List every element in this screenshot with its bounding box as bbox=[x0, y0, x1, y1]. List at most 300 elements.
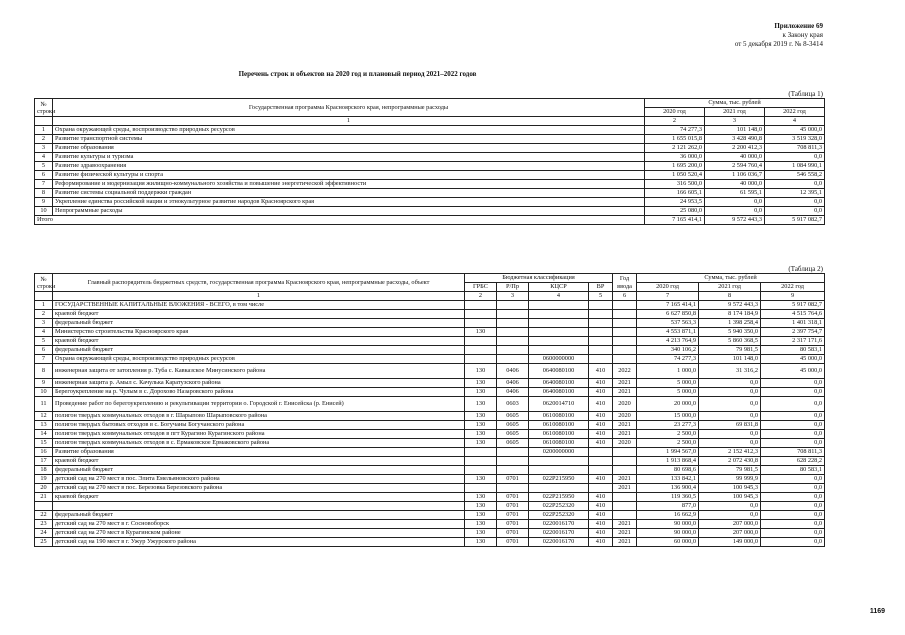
amount-2022: 0,0 bbox=[761, 397, 825, 412]
program-name: Развитие здравоохранения bbox=[53, 162, 645, 171]
row-number: 21 bbox=[35, 493, 53, 502]
t2-index-blank bbox=[35, 292, 53, 301]
amount-2021: 1 398 258,4 bbox=[699, 319, 761, 328]
object-name: полигон твердых коммунальных отходов в с. Ермаковское Ермаковского района bbox=[53, 439, 465, 448]
section-code: 0701 bbox=[497, 502, 529, 511]
table2-label: (Таблица 2) bbox=[788, 265, 823, 273]
commissioning-year: 2021 bbox=[613, 520, 637, 529]
row-number: 22 bbox=[35, 511, 53, 520]
amount-2020: 74 277,3 bbox=[645, 126, 705, 135]
kcsr-code: 0220016170 bbox=[529, 520, 589, 529]
row-number: 5 bbox=[35, 337, 53, 346]
table-row bbox=[35, 466, 825, 475]
amount-2022: 0,0 bbox=[761, 421, 825, 430]
amount-2020: 877,0 bbox=[637, 502, 699, 511]
table-programs bbox=[34, 98, 825, 225]
vr-code: 410 bbox=[589, 439, 613, 448]
vr-code bbox=[589, 448, 613, 457]
t1-index: 1 bbox=[53, 117, 645, 126]
object-name: федеральный бюджет bbox=[53, 346, 465, 355]
vr-code: 410 bbox=[589, 397, 613, 412]
amount-2021: 79 981,5 bbox=[699, 346, 761, 355]
amount-2020: 1 655 015,8 bbox=[645, 135, 705, 144]
kcsr-code: 0610080100 bbox=[529, 412, 589, 421]
amount-2021: 2 152 412,3 bbox=[699, 448, 761, 457]
object-name: инженерная защита от затопления р. Туба с. Кавказское Минусинского района bbox=[53, 364, 465, 379]
section-code bbox=[497, 319, 529, 328]
amount-2022: 0,0 bbox=[761, 388, 825, 397]
amount-2020: 2 500,0 bbox=[637, 439, 699, 448]
amount-2021: 207 000,0 bbox=[699, 520, 761, 529]
grbs-code: 130 bbox=[465, 412, 497, 421]
row-number: 15 bbox=[35, 439, 53, 448]
amount-2021: 0,0 bbox=[699, 511, 761, 520]
amount-2020: 1 913 868,4 bbox=[637, 457, 699, 466]
amount-2022: 80 583,1 bbox=[761, 466, 825, 475]
commissioning-year bbox=[613, 355, 637, 364]
amount-2021: 8 174 184,9 bbox=[699, 310, 761, 319]
commissioning-year: 2021 bbox=[613, 529, 637, 538]
commissioning-year bbox=[613, 511, 637, 520]
row-number: 13 bbox=[35, 421, 53, 430]
t2-index: 5 bbox=[589, 292, 613, 301]
section-code bbox=[497, 301, 529, 310]
row-number: 17 bbox=[35, 457, 53, 466]
amount-2021: 2 200 412,3 bbox=[705, 144, 765, 153]
amount-2022: 45 000,0 bbox=[761, 364, 825, 379]
vr-code: 410 bbox=[589, 364, 613, 379]
amount-2021: 61 595,1 bbox=[705, 189, 765, 198]
kcsr-code bbox=[529, 346, 589, 355]
table-row bbox=[35, 502, 825, 511]
object-name: Проведение работ по берегоукреплению и рекультивации территории о. Городской г. Енисейска (р. Енисей) bbox=[53, 397, 465, 412]
commissioning-year: 2021 bbox=[613, 379, 637, 388]
kcsr-code: 022P252320 bbox=[529, 502, 589, 511]
document-title: Перечень строк и объектов на 2020 год и плановый период 2021–2022 годов bbox=[238, 70, 477, 78]
kcsr-code bbox=[529, 310, 589, 319]
object-name: краевой бюджет bbox=[53, 310, 465, 319]
section-code: 0603 bbox=[497, 397, 529, 412]
amount-2020: 136 900,4 bbox=[637, 484, 699, 493]
t2-header-y3: 2022 год bbox=[761, 283, 825, 292]
total-2020: 7 165 414,1 bbox=[645, 216, 705, 225]
amount-2022: 0,0 bbox=[761, 439, 825, 448]
t2-index: 9 bbox=[761, 292, 825, 301]
table-row bbox=[35, 412, 825, 421]
object-name: детский сад на 270 мест в г. Сосновоборск bbox=[53, 520, 465, 529]
commissioning-year bbox=[613, 502, 637, 511]
row-number: 9 bbox=[35, 379, 53, 388]
grbs-code: 130 bbox=[465, 439, 497, 448]
row-number: 16 bbox=[35, 448, 53, 457]
amount-2020: 1 050 520,4 bbox=[645, 171, 705, 180]
grbs-code: 130 bbox=[465, 538, 497, 547]
amount-2022: 5 917 082,7 bbox=[761, 301, 825, 310]
grbs-code bbox=[465, 301, 497, 310]
amount-2021: 100 945,3 bbox=[699, 493, 761, 502]
commissioning-year: 2022 bbox=[613, 364, 637, 379]
amount-2022: 3 519 328,0 bbox=[765, 135, 825, 144]
table-row bbox=[35, 493, 825, 502]
table-row bbox=[35, 430, 825, 439]
amount-2022: 0,0 bbox=[761, 412, 825, 421]
row-number: 3 bbox=[35, 144, 53, 153]
table-row bbox=[35, 126, 825, 135]
row-number: 5 bbox=[35, 162, 53, 171]
amount-2021: 101 148,0 bbox=[705, 126, 765, 135]
object-name: краевой бюджет bbox=[53, 493, 465, 502]
row-number bbox=[35, 502, 53, 511]
kcsr-code: 0220016170 bbox=[529, 538, 589, 547]
vr-code bbox=[589, 355, 613, 364]
t2-header-rpr: Р/Пр bbox=[497, 283, 529, 292]
section-code: 0406 bbox=[497, 364, 529, 379]
page-number: 1169 bbox=[869, 608, 885, 615]
t1-header-y3: 2022 год bbox=[765, 108, 825, 117]
amount-2022: 45 000,0 bbox=[765, 126, 825, 135]
amount-2021: 5 860 368,5 bbox=[699, 337, 761, 346]
vr-code bbox=[589, 466, 613, 475]
table-row bbox=[35, 421, 825, 430]
amount-2022: 1 084 990,1 bbox=[765, 162, 825, 171]
amount-2022: 2 397 754,7 bbox=[761, 328, 825, 337]
object-name: детский сад на 270 мест в пос. Элита Емельяновского района bbox=[53, 475, 465, 484]
amount-2021: 0,0 bbox=[699, 397, 761, 412]
section-code: 0701 bbox=[497, 529, 529, 538]
table-row bbox=[35, 355, 825, 364]
amount-2021: 2 072 430,8 bbox=[699, 457, 761, 466]
program-name: Реформирование и модернизация жилищно-коммунального хозяйства и повышение энергетической эффективности bbox=[53, 180, 645, 189]
t2-header-y1: 2020 год bbox=[637, 283, 699, 292]
amount-2020: 119 360,5 bbox=[637, 493, 699, 502]
amount-2022: 0,0 bbox=[765, 180, 825, 189]
kcsr-code: 0200000000 bbox=[529, 448, 589, 457]
object-name bbox=[53, 502, 465, 511]
vr-code: 410 bbox=[589, 421, 613, 430]
amount-2021: 149 000,0 bbox=[699, 538, 761, 547]
program-name: Непрограммные расходы bbox=[53, 207, 645, 216]
table-row bbox=[35, 328, 825, 337]
program-name: Развитие образования bbox=[53, 144, 645, 153]
amount-2021: 69 831,8 bbox=[699, 421, 761, 430]
t2-header-sum: Сумма, тыс. рублей bbox=[637, 274, 825, 283]
object-name: федеральный бюджет bbox=[53, 511, 465, 520]
amount-2020: 7 165 414,1 bbox=[637, 301, 699, 310]
kcsr-code: 0220016170 bbox=[529, 529, 589, 538]
amount-2021: 0,0 bbox=[699, 430, 761, 439]
table-row bbox=[35, 397, 825, 412]
t1-header-program: Государственная программа Красноярского края, непрограммные расходы bbox=[53, 99, 645, 117]
row-number: 10 bbox=[35, 207, 53, 216]
kcsr-code bbox=[529, 319, 589, 328]
t1-header-num: № строки bbox=[35, 99, 53, 117]
section-code bbox=[497, 310, 529, 319]
object-name: детский сад на 270 мест в пос. Березовка Березовского района bbox=[53, 484, 465, 493]
commissioning-year: 2021 bbox=[613, 430, 637, 439]
table-row bbox=[35, 346, 825, 355]
amount-2020: 2 500,0 bbox=[637, 430, 699, 439]
amount-2021: 0,0 bbox=[705, 207, 765, 216]
vr-code bbox=[589, 328, 613, 337]
section-code: 0605 bbox=[497, 439, 529, 448]
amount-2021: 40 000,0 bbox=[705, 180, 765, 189]
table-row bbox=[35, 189, 825, 198]
grbs-code: 130 bbox=[465, 364, 497, 379]
amount-2020: 166 605,1 bbox=[645, 189, 705, 198]
row-number: 8 bbox=[35, 364, 53, 379]
t2-header-name: Главный распорядитель бюджетных средств, государственная программа Красноярского края, непрограммные расходы, объект bbox=[53, 274, 465, 292]
vr-code: 410 bbox=[589, 529, 613, 538]
amount-2021: 0,0 bbox=[699, 412, 761, 421]
row-number: 7 bbox=[35, 180, 53, 189]
section-code bbox=[497, 337, 529, 346]
t2-header-y2: 2021 год bbox=[699, 283, 761, 292]
vr-code bbox=[589, 457, 613, 466]
program-name: Укрепление единства российской нации и этнокультурное развитие народов Красноярского края bbox=[53, 198, 645, 207]
row-number: 8 bbox=[35, 189, 53, 198]
table-row bbox=[35, 153, 825, 162]
kcsr-code: 0640080100 bbox=[529, 364, 589, 379]
table1-label: (Таблица 1) bbox=[788, 90, 823, 98]
kcsr-code: 0620014710 bbox=[529, 397, 589, 412]
grbs-code: 130 bbox=[465, 511, 497, 520]
amount-2022: 0,0 bbox=[761, 538, 825, 547]
grbs-code: 130 bbox=[465, 397, 497, 412]
kcsr-code: 022P215950 bbox=[529, 475, 589, 484]
amount-2022: 4 515 764,6 bbox=[761, 310, 825, 319]
kcsr-code bbox=[529, 466, 589, 475]
section-code: 0406 bbox=[497, 379, 529, 388]
t2-header-bk: Бюджетная классификация bbox=[465, 274, 613, 283]
kcsr-code: 0640080100 bbox=[529, 388, 589, 397]
amount-2022: 546 558,2 bbox=[765, 171, 825, 180]
kcsr-code bbox=[529, 484, 589, 493]
amount-2022: 0,0 bbox=[761, 484, 825, 493]
amount-2020: 20 000,0 bbox=[637, 397, 699, 412]
object-name: федеральный бюджет bbox=[53, 466, 465, 475]
section-code: 0605 bbox=[497, 412, 529, 421]
table-row bbox=[35, 162, 825, 171]
object-name: детский сад на 270 мест в Курагинском районе bbox=[53, 529, 465, 538]
table-row bbox=[35, 448, 825, 457]
amount-2020: 16 662,9 bbox=[637, 511, 699, 520]
commissioning-year bbox=[613, 466, 637, 475]
appendix-number: Приложение 69 bbox=[774, 22, 823, 30]
table-row bbox=[35, 319, 825, 328]
table-row bbox=[35, 207, 825, 216]
object-name: федеральный бюджет bbox=[53, 319, 465, 328]
amount-2022: 0,0 bbox=[761, 511, 825, 520]
commissioning-year: 2021 bbox=[613, 484, 637, 493]
amount-2022: 628 228,2 bbox=[761, 457, 825, 466]
table-row bbox=[35, 337, 825, 346]
vr-code bbox=[589, 346, 613, 355]
t2-header-grbs: ГРБС bbox=[465, 283, 497, 292]
table-row bbox=[35, 484, 825, 493]
section-code: 0605 bbox=[497, 421, 529, 430]
table-objects bbox=[34, 273, 825, 547]
amount-2021: 101 148,0 bbox=[699, 355, 761, 364]
grbs-code: 130 bbox=[465, 379, 497, 388]
amount-2022: 708 811,3 bbox=[761, 448, 825, 457]
row-number: 25 bbox=[35, 538, 53, 547]
row-number: 1 bbox=[35, 126, 53, 135]
object-name: полигон твердых коммунальных отходов в пгт Курагино Курагинского района bbox=[53, 430, 465, 439]
commissioning-year: 2021 bbox=[613, 475, 637, 484]
row-number: 19 bbox=[35, 475, 53, 484]
t2-index: 6 bbox=[613, 292, 637, 301]
vr-code bbox=[589, 319, 613, 328]
section-code bbox=[497, 448, 529, 457]
amount-2022: 0,0 bbox=[761, 475, 825, 484]
table-row bbox=[35, 538, 825, 547]
row-number: 12 bbox=[35, 412, 53, 421]
section-code bbox=[497, 346, 529, 355]
amount-2020: 5 000,0 bbox=[637, 379, 699, 388]
amount-2020: 5 000,0 bbox=[637, 388, 699, 397]
vr-code: 410 bbox=[589, 412, 613, 421]
amount-2022: 0,0 bbox=[761, 529, 825, 538]
t1-index: 3 bbox=[705, 117, 765, 126]
table-row bbox=[35, 301, 825, 310]
amount-2021: 9 572 443,3 bbox=[699, 301, 761, 310]
amount-2020: 90 000,0 bbox=[637, 520, 699, 529]
row-number: 4 bbox=[35, 328, 53, 337]
commissioning-year bbox=[613, 310, 637, 319]
grbs-code: 130 bbox=[465, 430, 497, 439]
commissioning-year: 2021 bbox=[613, 538, 637, 547]
amount-2020: 316 500,0 bbox=[645, 180, 705, 189]
section-code: 0701 bbox=[497, 475, 529, 484]
section-code: 0701 bbox=[497, 511, 529, 520]
t2-header-num: № строки bbox=[35, 274, 53, 292]
table-row bbox=[35, 310, 825, 319]
grbs-code bbox=[465, 484, 497, 493]
commissioning-year: 2021 bbox=[613, 421, 637, 430]
vr-code bbox=[589, 337, 613, 346]
commissioning-year: 2020 bbox=[613, 412, 637, 421]
vr-code: 410 bbox=[589, 502, 613, 511]
vr-code: 410 bbox=[589, 520, 613, 529]
total-2022: 5 917 082,7 bbox=[765, 216, 825, 225]
row-number: 2 bbox=[35, 310, 53, 319]
amount-2021: 2 594 760,4 bbox=[705, 162, 765, 171]
amount-2020: 23 277,3 bbox=[637, 421, 699, 430]
row-number: 14 bbox=[35, 430, 53, 439]
amount-2020: 6 627 850,8 bbox=[637, 310, 699, 319]
amount-2020: 340 106,2 bbox=[637, 346, 699, 355]
kcsr-code bbox=[529, 457, 589, 466]
row-number: 24 bbox=[35, 529, 53, 538]
vr-code bbox=[589, 484, 613, 493]
object-name: полигон твердых бытовых отходов в с. Богучаны Богучанского района bbox=[53, 421, 465, 430]
grbs-code: 130 bbox=[465, 502, 497, 511]
amount-2021: 0,0 bbox=[699, 439, 761, 448]
object-name: Берегоукрепление на р. Чулым в с. Дорохово Назаровского района bbox=[53, 388, 465, 397]
amount-2022: 0,0 bbox=[765, 198, 825, 207]
kcsr-code bbox=[529, 301, 589, 310]
grbs-code: 130 bbox=[465, 328, 497, 337]
amount-2020: 1 695 200,0 bbox=[645, 162, 705, 171]
section-code: 0701 bbox=[497, 520, 529, 529]
t1-header-y2: 2021 год bbox=[705, 108, 765, 117]
table-row bbox=[35, 475, 825, 484]
object-name: инженерная защита р. Амыл с. Качулька Каратузского района bbox=[53, 379, 465, 388]
commissioning-year: 2020 bbox=[613, 397, 637, 412]
row-number: 6 bbox=[35, 171, 53, 180]
amount-2022: 1 401 318,1 bbox=[761, 319, 825, 328]
program-name: Охрана окружающей среды, воспроизводство природных ресурсов bbox=[53, 126, 645, 135]
section-code bbox=[497, 466, 529, 475]
amount-2020: 1 000,0 bbox=[637, 364, 699, 379]
t1-index: 4 bbox=[765, 117, 825, 126]
grbs-code bbox=[465, 337, 497, 346]
commissioning-year: 2021 bbox=[613, 388, 637, 397]
kcsr-code: 0640080100 bbox=[529, 379, 589, 388]
amount-2022: 0,0 bbox=[761, 379, 825, 388]
kcsr-code: 022P252320 bbox=[529, 511, 589, 520]
amount-2022: 0,0 bbox=[761, 430, 825, 439]
appendix-header bbox=[735, 22, 823, 49]
amount-2021: 0,0 bbox=[699, 388, 761, 397]
grbs-code bbox=[465, 448, 497, 457]
grbs-code: 130 bbox=[465, 493, 497, 502]
amount-2022: 2 317 171,6 bbox=[761, 337, 825, 346]
grbs-code: 130 bbox=[465, 475, 497, 484]
section-code: 0701 bbox=[497, 493, 529, 502]
amount-2020: 36 000,0 bbox=[645, 153, 705, 162]
row-number: 10 bbox=[35, 388, 53, 397]
amount-2020: 90 000,0 bbox=[637, 529, 699, 538]
table-row bbox=[35, 135, 825, 144]
commissioning-year bbox=[613, 337, 637, 346]
program-name: Развитие культуры и туризма bbox=[53, 153, 645, 162]
amount-2020: 4 553 871,1 bbox=[637, 328, 699, 337]
amount-2020: 15 000,0 bbox=[637, 412, 699, 421]
total-label: Итого bbox=[35, 216, 645, 225]
amount-2021: 207 000,0 bbox=[699, 529, 761, 538]
amount-2020: 4 213 764,9 bbox=[637, 337, 699, 346]
t1-header-sum: Сумма, тыс. рублей bbox=[645, 99, 825, 108]
grbs-code bbox=[465, 457, 497, 466]
row-number: 1 bbox=[35, 301, 53, 310]
grbs-code bbox=[465, 355, 497, 364]
kcsr-code bbox=[529, 337, 589, 346]
t2-index: 3 bbox=[497, 292, 529, 301]
amount-2022: 80 583,1 bbox=[761, 346, 825, 355]
amount-2020: 60 000,0 bbox=[637, 538, 699, 547]
row-number: 6 bbox=[35, 346, 53, 355]
object-name: Развитие образования bbox=[53, 448, 465, 457]
amount-2021: 79 981,5 bbox=[699, 466, 761, 475]
row-number: 2 bbox=[35, 135, 53, 144]
vr-code bbox=[589, 301, 613, 310]
program-name: Развитие транспортной системы bbox=[53, 135, 645, 144]
table-row bbox=[35, 511, 825, 520]
table-row bbox=[35, 520, 825, 529]
section-code bbox=[497, 457, 529, 466]
table-row bbox=[35, 364, 825, 379]
row-number: 18 bbox=[35, 466, 53, 475]
amount-2020: 74 277,3 bbox=[637, 355, 699, 364]
t2-header-year: Год ввода bbox=[613, 274, 637, 292]
vr-code: 410 bbox=[589, 475, 613, 484]
amount-2020: 537 563,3 bbox=[637, 319, 699, 328]
kcsr-code: 0600000000 bbox=[529, 355, 589, 364]
row-number: 11 bbox=[35, 397, 53, 412]
kcsr-code: 0610080100 bbox=[529, 430, 589, 439]
amount-2022: 708 811,3 bbox=[765, 144, 825, 153]
